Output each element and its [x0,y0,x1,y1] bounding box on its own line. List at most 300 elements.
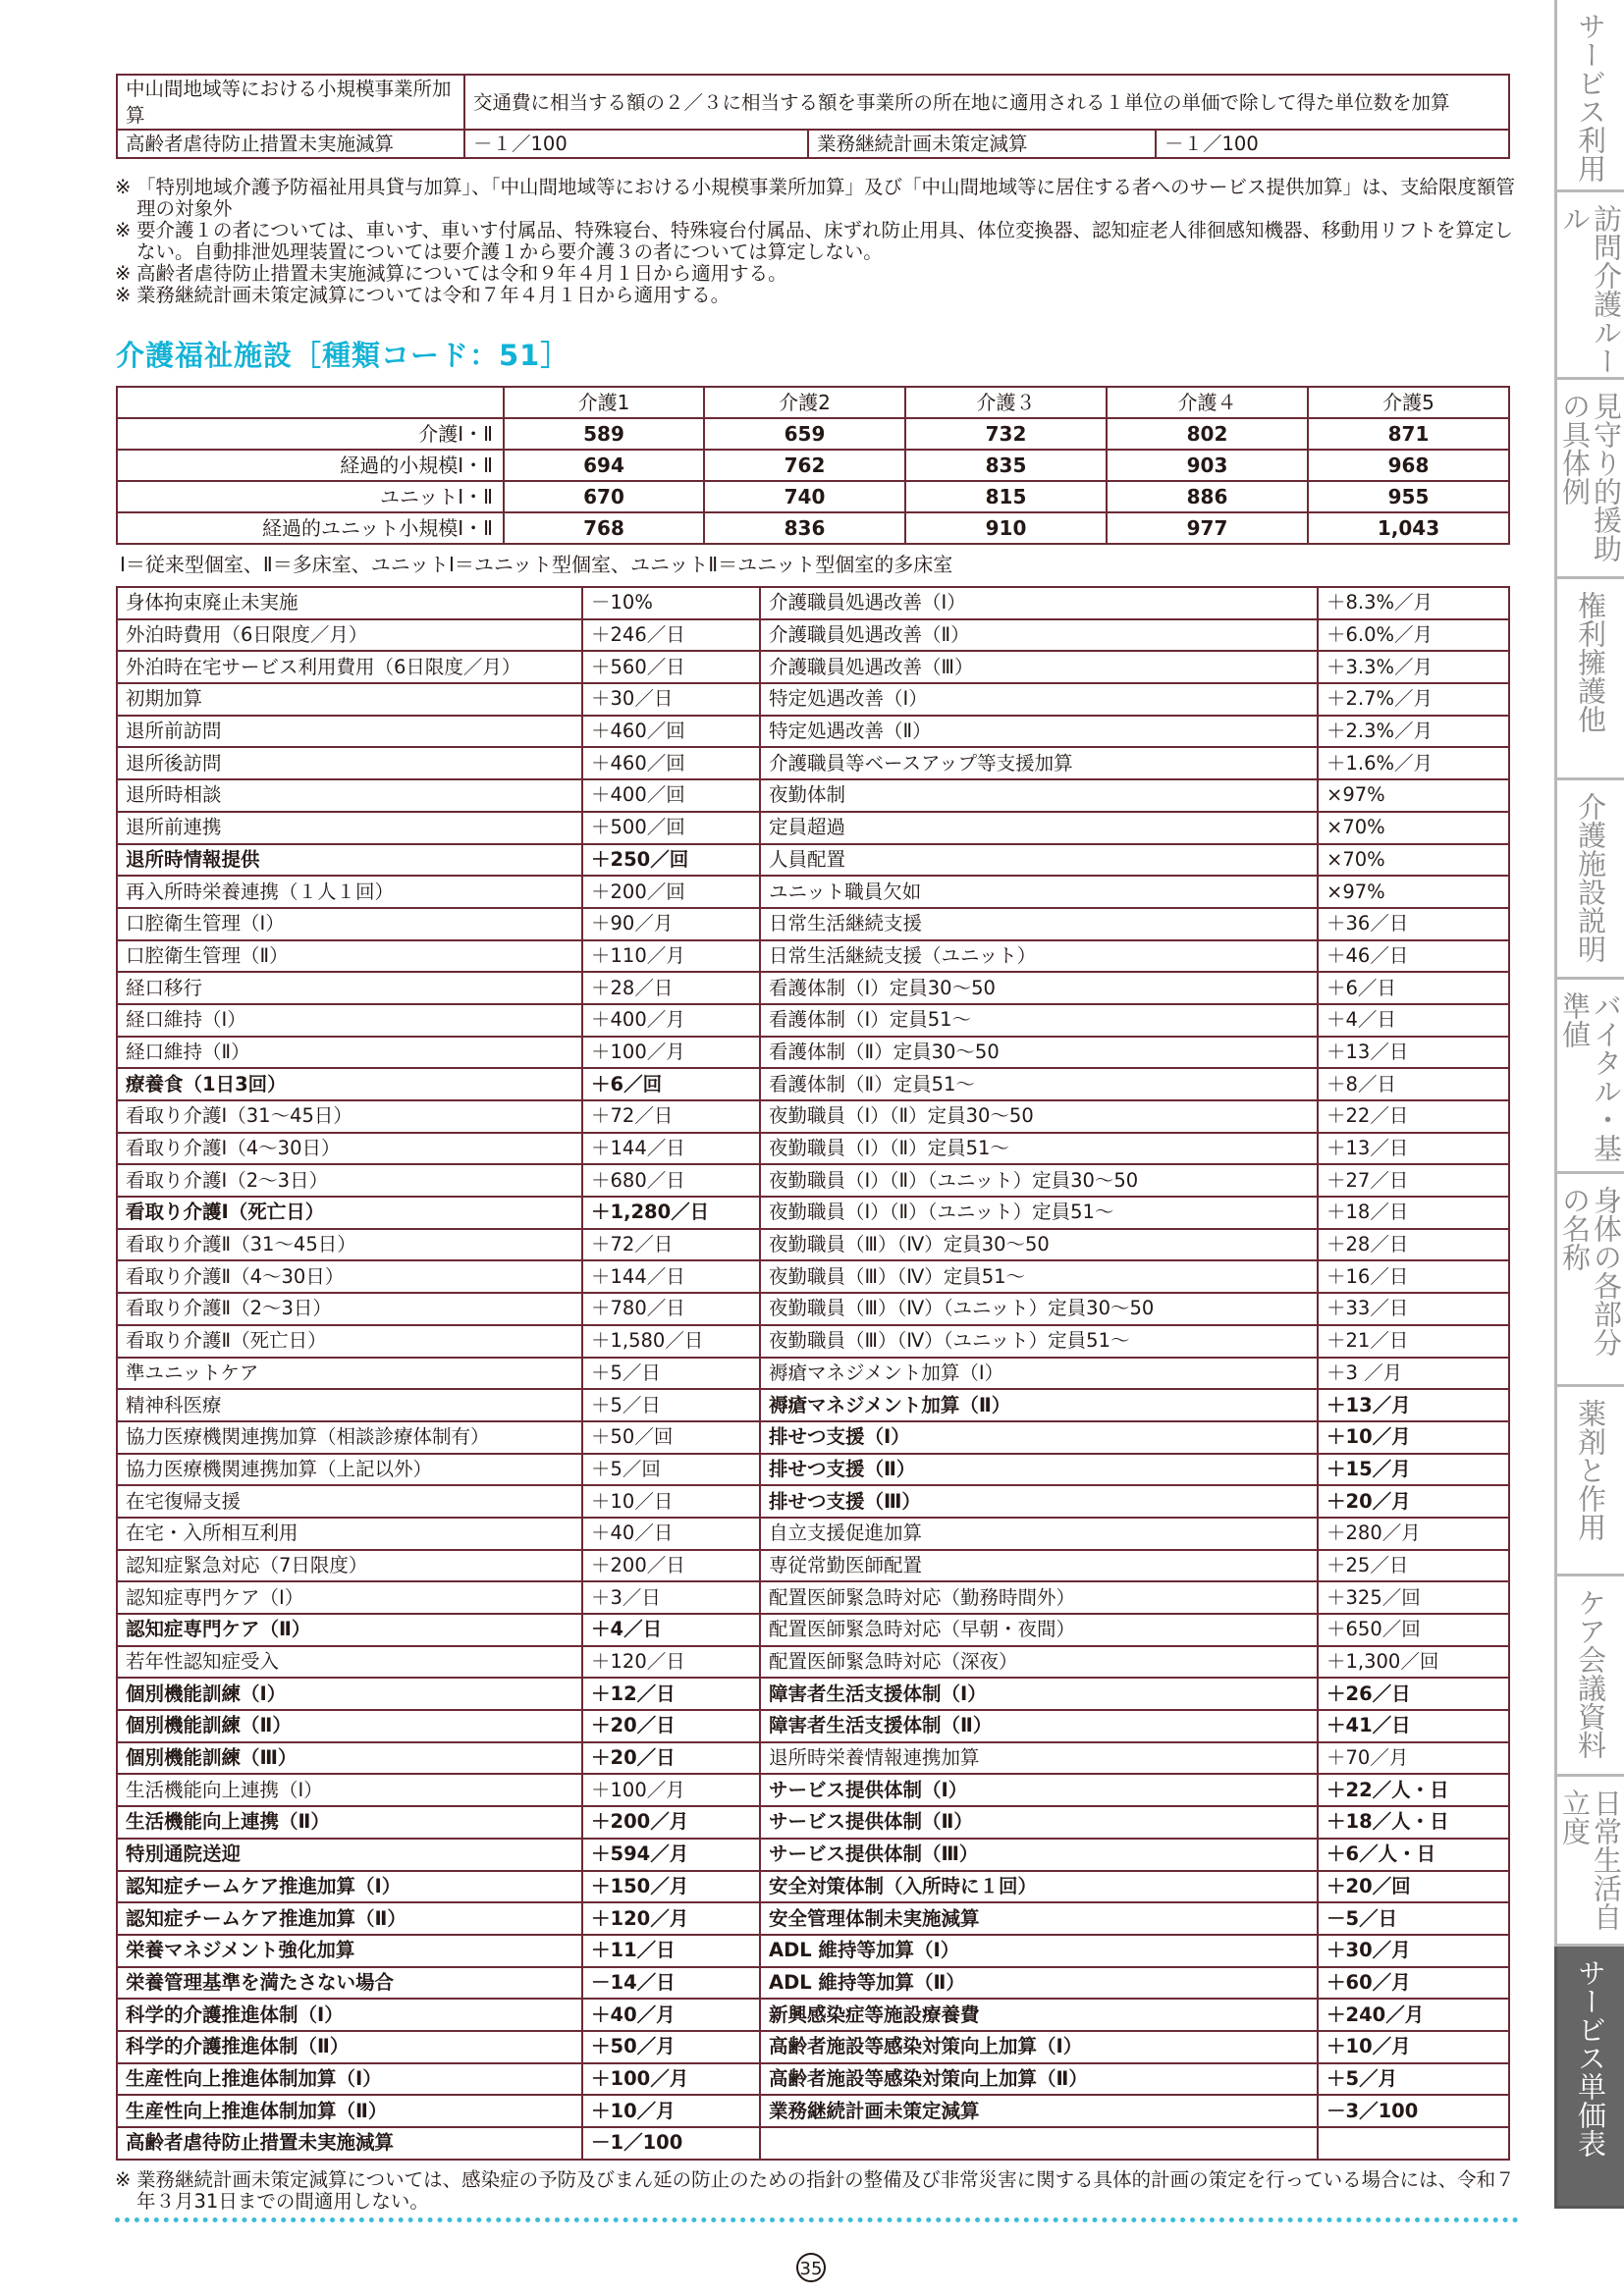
addon-value: ＋1,280／日 [582,1197,760,1229]
column-header [117,387,504,418]
dotted-divider [115,2217,1519,2222]
side-tab[interactable]: サービス利用 [1554,0,1624,192]
addon-name: 看取り介護Ⅰ（31～45日） [117,1100,582,1133]
addon-value: ＋21／日 [1318,1325,1509,1358]
addon-name: 栄養マネジメント強化加算 [117,1935,582,1967]
table-row [117,1100,1509,1133]
table-row [117,972,1509,1004]
addon-value: ＋25／日 [1318,1550,1509,1582]
addon-value: ＋90／月 [582,908,760,940]
addon-value: ＋400／月 [582,1004,760,1037]
addon-name: 夜勤職員（Ⅲ）（Ⅳ）（ユニット）定員51～ [760,1325,1318,1358]
note-text: 要介護１の者については、車いす、車いす付属品、特殊寝台、特殊寝台付属品、床ずれ防止用具、体位変換器、認知症老人徘徊感知機器、移動用リフトを算定しない。自動排泄処理装置については要介護１から要介護３の者については算定しない。 [136,219,1514,263]
addon-name: 高齢者虐待防止措置未実施減算 [117,130,464,158]
addon-value: －14／日 [582,1967,760,2000]
addon-value: ×97% [1318,779,1509,812]
addon-name: 退所時情報提供 [117,844,582,877]
addon-name: 外泊時費用（6日限度／月） [117,619,582,652]
addon-value: ＋144／日 [582,1133,760,1165]
addon-value: ＋2.7%／月 [1318,683,1509,716]
regional-addons-table [116,74,1510,159]
table-row [117,1260,1509,1293]
addon-value: ＋10／日 [582,1485,760,1518]
addon-name: 高齢者虐待防止措置未実施減算 [117,2127,582,2160]
addon-value: ＋60／月 [1318,1967,1509,2000]
addon-value: ＋2.3%／月 [1318,716,1509,748]
addon-name: 生活機能向上連携（Ⅱ） [117,1806,582,1839]
addon-value: ＋8.3%／月 [1318,587,1509,619]
addon-value: ＋18／人・日 [1318,1806,1509,1839]
table-row [117,1581,1509,1614]
addon-name: 認知症専門ケア（Ⅱ） [117,1614,582,1646]
fee-cell: 815 [905,481,1107,512]
addon-value: ＋72／日 [582,1229,760,1261]
fee-cell: 871 [1308,418,1509,450]
table-row [117,908,1509,940]
addon-value: ＋72／日 [582,1100,760,1133]
addon-value: ＋144／日 [582,1260,760,1293]
addon-name: 定員超過 [760,812,1318,844]
side-tab[interactable]: 薬剤と作用 [1554,1387,1624,1576]
table-row [117,1678,1509,1710]
addon-value: －3／100 [1318,2095,1509,2127]
fee-cell: 968 [1308,450,1509,481]
fee-cell: 694 [504,450,704,481]
addon-name: 褥瘡マネジメント加算（Ⅱ） [760,1389,1318,1421]
addon-name: 看護体制（Ⅱ）定員51～ [760,1068,1318,1100]
addon-name: 看取り介護Ⅰ（死亡日） [117,1197,582,1229]
note-text: 業務継続計画未策定減算については、感染症の予防及びまん延の防止のための指針の整備及び非常災害に関する具体的計画の策定を行っている場合には、令和７年３月31日までの間適用しない。 [136,2168,1515,2213]
fee-cell: 732 [905,418,1107,450]
addon-value: ＋100／月 [582,2063,760,2096]
addon-value: ＋780／日 [582,1293,760,1325]
addon-value: ＋20／月 [1318,1485,1509,1518]
addon-value: ＋1.6%／月 [1318,747,1509,779]
addon-name: 若年性認知症受入 [117,1646,582,1679]
addon-name: 業務継続計画未策定減算 [760,2095,1318,2127]
note-mark: ※ [115,284,132,306]
addon-name: 介護職員処遇改善（Ⅱ） [760,619,1318,652]
fee-cell: 886 [1107,481,1308,512]
fee-cell: 835 [905,450,1107,481]
note-text: 業務継続計画未策定減算については令和７年４月１日から適用する。 [136,284,731,306]
note-text: 高齢者虐待防止措置未実施減算については令和９年４月１日から適用する。 [136,262,787,285]
addon-name: 介護職員等ベースアップ等支援加算 [760,747,1318,779]
addon-name: 精神科医療 [117,1389,582,1421]
column-header: 介護5 [1308,387,1509,418]
addon-value: ＋110／月 [582,940,760,973]
table-row [117,1454,1509,1486]
addon-name: 認知症緊急対応（7日限度） [117,1550,582,1582]
addon-name: 退所時栄養情報連携加算 [760,1742,1318,1775]
fee-cell: 910 [905,512,1107,544]
addon-table-body [117,587,1509,2160]
table-row [117,1133,1509,1165]
table-row [117,619,1509,652]
addon-value: ×97% [1318,876,1509,908]
addon-name: 協力医療機関連携加算（相談診療体制有） [117,1421,582,1454]
addon-value: ＋15／月 [1318,1454,1509,1486]
addon-value: ＋50／回 [582,1421,760,1454]
addon-value: ＋5／回 [582,1454,760,1486]
addon-value: ＋650／回 [1318,1614,1509,1646]
addon-name: 配置医師緊急時対応（勤務時間外） [760,1581,1318,1614]
addon-name: 認知症チームケア推進加算（Ⅰ） [117,1871,582,1903]
addon-name: 障害者生活支援体制（Ⅱ） [760,1710,1318,1742]
addon-name: 個別機能訓練（Ⅱ） [117,1710,582,1742]
table-row [117,651,1509,683]
addon-value: ＋6／人・日 [1318,1839,1509,1871]
addon-value [1318,2127,1509,2160]
addon-value: ＋20／日 [582,1710,760,1742]
page-number: 35 [796,2253,826,2282]
table-row [117,1004,1509,1037]
addon-name: 看護体制（Ⅰ）定員51～ [760,1004,1318,1037]
fee-cell: 762 [704,450,905,481]
addon-value: ＋13／日 [1318,1133,1509,1165]
side-tab[interactable]: サービス単価表 [1554,1947,1624,2209]
addon-value: ×70% [1318,812,1509,844]
addon-name: 褥瘡マネジメント加算（Ⅰ） [760,1358,1318,1390]
addon-value: ＋680／日 [582,1164,760,1197]
note [115,2169,1519,2213]
addon-name: 退所時相談 [117,779,582,812]
addon-value: ＋16／日 [1318,1260,1509,1293]
addon-value: ＋1,580／日 [582,1325,760,1358]
addon-name: 日常生活継続支援（ユニット） [760,940,1318,973]
table-header-row [117,387,1509,418]
addon-value: ＋33／日 [1318,1293,1509,1325]
addon-value: ＋18／日 [1318,1197,1509,1229]
addon-name: 生産性向上推進体制加算（Ⅱ） [117,2095,582,2127]
addon-value: ＋246／日 [582,619,760,652]
table-row [117,1999,1509,2031]
side-tab[interactable]: 介護施設説明 [1554,780,1624,980]
addon-name: 在宅復帰支援 [117,1485,582,1518]
addon-name: 退所前連携 [117,812,582,844]
addon-value: ＋100／月 [582,1774,760,1806]
addon-name: 退所前訪問 [117,716,582,748]
addon-name: 自立支援促進加算 [760,1518,1318,1550]
table-row [117,1037,1509,1069]
addon-value: ＋13／月 [1318,1389,1509,1421]
addon-value: ＋200／月 [582,1806,760,1839]
addon-name: 特別通院送迎 [117,1839,582,1871]
addon-name: 在宅・入所相互利用 [117,1518,582,1550]
addon-value: ＋240／月 [1318,1999,1509,2031]
table-row [117,1871,1509,1903]
addon-value: ＋560／日 [582,651,760,683]
addon-name: 初期加算 [117,683,582,716]
table-row [117,1358,1509,1390]
addon-name: 介護職員処遇改善（Ⅰ） [760,587,1318,619]
addon-name: 排せつ支援（Ⅰ） [760,1421,1318,1454]
addon-value: ＋1,300／回 [1318,1646,1509,1679]
addon-value: ＋22／人・日 [1318,1774,1509,1806]
table-row [117,1068,1509,1100]
addon-value: ＋3.3%／月 [1318,651,1509,683]
addon-value: ＋4／日 [1318,1004,1509,1037]
addon-value: ＋460／回 [582,716,760,748]
addon-value: ＋500／回 [582,812,760,844]
fee-cell: 955 [1308,481,1509,512]
table-row [117,418,1509,450]
table-row [117,1839,1509,1871]
table-row [117,844,1509,877]
note-text: 「特別地域介護予防福祉用具貸与加算」、「中山間地域等における小規模事業所加算」及び「中山間地域等に居住する者へのサービス提供加算」は、支給限度額管理の対象外 [136,176,1516,220]
addon-value: ＋5／日 [582,1389,760,1421]
table-row [117,1293,1509,1325]
addon-value: ＋280／月 [1318,1518,1509,1550]
fee-cell: 903 [1107,450,1308,481]
addon-value: ＋11／日 [582,1935,760,1967]
fee-cell: 659 [704,418,905,450]
addon-value: －5／日 [1318,1902,1509,1935]
addon-value: ＋41／日 [1318,1710,1509,1742]
addon-name: 排せつ支援（Ⅲ） [760,1485,1318,1518]
addon-name: 夜勤体制 [760,779,1318,812]
table-row [117,716,1509,748]
row-label: 経過的小規模Ⅰ・Ⅱ [117,450,504,481]
table-row [117,1389,1509,1421]
addon-value: ＋50／月 [582,2031,760,2063]
addon-name: 身体拘束廃止未実施 [117,587,582,619]
addon-value: ＋250／回 [582,844,760,877]
addon-value: ＋100／月 [582,1037,760,1069]
addon-name: 生活機能向上連携（Ⅰ） [117,1774,582,1806]
addon-name: 認知症チームケア推進加算（Ⅱ） [117,1902,582,1935]
table-row [117,1902,1509,1935]
addon-value: ＋30／月 [1318,1935,1509,1967]
table-row [117,812,1509,844]
addon-name: 夜勤職員（Ⅰ）（Ⅱ）定員30～50 [760,1100,1318,1133]
table-row [117,1646,1509,1679]
addon-value: ＋36／日 [1318,908,1509,940]
addon-value: ＋325／回 [1318,1581,1509,1614]
addon-fee-table [116,586,1510,2161]
addon-value: ＋6.0%／月 [1318,619,1509,652]
addon-name: 経口維持（Ⅰ） [117,1004,582,1037]
table-row [117,75,1509,130]
addon-name: 夜勤職員（Ⅰ）（Ⅱ）（ユニット）定員30～50 [760,1164,1318,1197]
addon-name: 外泊時在宅サービス利用費用（6日限度／月） [117,651,582,683]
notes-bottom [115,2169,1519,2213]
addon-name: サービス提供体制（Ⅲ） [760,1839,1318,1871]
addon-value: ＋200／回 [582,876,760,908]
note-mark: ※ [115,176,132,198]
addon-name: サービス提供体制（Ⅰ） [760,1774,1318,1806]
column-header: 介護４ [1107,387,1308,418]
note [115,285,1519,306]
table-row [117,481,1509,512]
table-row [117,940,1509,973]
addon-value: ＋12／日 [582,1678,760,1710]
addon-value: 交通費に相当する額の２／３に相当する額を事業所の所在地に適用される１単位の単価で除して得た単位数を加算 [464,75,1509,130]
addon-name: 配置医師緊急時対応（深夜） [760,1646,1318,1679]
table-row [117,1614,1509,1646]
side-tab[interactable]: 日常生活自立度 [1554,1777,1624,1947]
addon-name: 個別機能訓練（Ⅲ） [117,1742,582,1775]
addon-name: 看取り介護Ⅱ（31～45日） [117,1229,582,1261]
addon-value: ＋6／回 [582,1068,760,1100]
table-row [117,512,1509,544]
addon-name: 口腔衛生管理（Ⅰ） [117,908,582,940]
addon-name: 安全管理体制未実施減算 [760,1902,1318,1935]
side-tab[interactable]: 権利擁護他 [1554,579,1624,780]
addon-value: ＋6／日 [1318,972,1509,1004]
addon-name: 夜勤職員（Ⅲ）（Ⅳ）定員30～50 [760,1229,1318,1261]
addon-value: ＋40／月 [582,1999,760,2031]
fee-cell: 768 [504,512,704,544]
table-row [117,876,1509,908]
addon-name: 看取り介護Ⅰ（2～3日） [117,1164,582,1197]
fee-cell: 589 [504,418,704,450]
side-tab[interactable]: ケア会議資料 [1554,1576,1624,1777]
addon-value: －10% [582,587,760,619]
addon-value: ＋4／日 [582,1614,760,1646]
addon-value: ＋20／日 [582,1742,760,1775]
addon-value: ＋5／日 [582,1358,760,1390]
addon-name: 介護職員処遇改善（Ⅲ） [760,651,1318,683]
addon-name: 配置医師緊急時対応（早朝・夜間） [760,1614,1318,1646]
base-fee-table [116,386,1510,545]
addon-name: 専従常勤医師配置 [760,1550,1318,1582]
table-row [117,1774,1509,1806]
table-row [117,1967,1509,2000]
note-mark: ※ [115,2168,132,2191]
note [115,263,1519,285]
column-header: 介護2 [704,387,905,418]
fee-cell: 670 [504,481,704,512]
addon-value: ＋10／月 [582,2095,760,2127]
addon-name: 看護体制（Ⅱ）定員30～50 [760,1037,1318,1069]
note-mark: ※ [115,219,132,241]
notes-top [115,177,1519,306]
addon-value: ＋26／日 [1318,1678,1509,1710]
addon-name: ADL 維持等加算（Ⅰ） [760,1935,1318,1967]
addon-name: 協力医療機関連携加算（上記以外） [117,1454,582,1486]
table-row [117,450,1509,481]
addon-value: ＋30／日 [582,683,760,716]
addon-name: 人員配置 [760,844,1318,877]
addon-value: ＋594／月 [582,1839,760,1871]
addon-name: ユニット職員欠如 [760,876,1318,908]
addon-name: 中山間地域等における小規模事業所加算 [117,75,464,130]
addon-name: 日常生活継続支援 [760,908,1318,940]
addon-value: ＋200／日 [582,1550,760,1582]
addon-name: 退所後訪問 [117,747,582,779]
addon-name: 科学的介護推進体制（Ⅱ） [117,2031,582,2063]
addon-value: ＋10／月 [1318,1421,1509,1454]
note [115,220,1519,263]
addon-name: 科学的介護推進体制（Ⅰ） [117,1999,582,2031]
addon-value: －1／100 [582,2127,760,2160]
addon-name: 特定処遇改善（Ⅰ） [760,683,1318,716]
column-header: 介護３ [905,387,1107,418]
addon-value: ＋20／回 [1318,1871,1509,1903]
addon-name: 新興感染症等施設療養費 [760,1999,1318,2031]
note-mark: ※ [115,262,132,285]
addon-value: ＋70／月 [1318,1742,1509,1775]
addon-name: 再入所時栄養連携（１人１回） [117,876,582,908]
addon-value: ＋3／日 [582,1581,760,1614]
fee-cell: 1,043 [1308,512,1509,544]
side-tab[interactable]: 身体の各部分の名称 [1554,1174,1624,1387]
side-tab[interactable]: バイタル・基準値 [1554,980,1624,1174]
addon-name: 経口移行 [117,972,582,1004]
addon-value: ＋120／日 [582,1646,760,1679]
table-row [117,1485,1509,1518]
table-row [117,1935,1509,1967]
table-row [117,587,1509,619]
table-row [117,1421,1509,1454]
addon-name: 夜勤職員（Ⅲ）（Ⅳ）（ユニット）定員30～50 [760,1293,1318,1325]
addon-value: ＋460／回 [582,747,760,779]
side-tab[interactable]: 訪問介護ルール [1554,192,1624,380]
row-label: ユニットⅠ・Ⅱ [117,481,504,512]
addon-value: ＋28／日 [1318,1229,1509,1261]
table-row [117,1710,1509,1742]
addon-name: 療養食（1日3回） [117,1068,582,1100]
addon-name: 生産性向上推進体制加算（Ⅰ） [117,2063,582,2096]
addon-value: －１／100 [464,130,808,158]
row-label: 経過的ユニット小規模Ⅰ・Ⅱ [117,512,504,544]
table-row [117,1742,1509,1775]
addon-name: 高齢者施設等感染対策向上加算（Ⅱ） [760,2063,1318,2096]
addon-value: ×70% [1318,844,1509,877]
addon-name: 看取り介護Ⅱ（2～3日） [117,1293,582,1325]
side-tab-index [1554,0,1624,2209]
room-type-legend: Ⅰ＝従来型個室、Ⅱ＝多床室、ユニットⅠ＝ユニット型個室、ユニットⅡ＝ユニット型個室的多床室 [120,553,953,576]
table-row [117,2031,1509,2063]
addon-name: 夜勤職員（Ⅰ）（Ⅱ）定員51～ [760,1133,1318,1165]
section-title: 介護福祉施設［種類コード：51］ [116,339,570,372]
addon-value: ＋5／月 [1318,2063,1509,2096]
table-row [117,2063,1509,2096]
addon-value: ＋8／日 [1318,1068,1509,1100]
addon-name: 障害者生活支援体制（Ⅰ） [760,1678,1318,1710]
side-tab[interactable]: 見守り的援助の具体例 [1554,380,1624,579]
addon-name: サービス提供体制（Ⅱ） [760,1806,1318,1839]
fee-cell: 836 [704,512,905,544]
table-row [117,1164,1509,1197]
table-row [117,2095,1509,2127]
addon-name: ADL 維持等加算（Ⅱ） [760,1967,1318,2000]
table-row [117,2127,1509,2160]
addon-name: 看取り介護Ⅱ（死亡日） [117,1325,582,1358]
addon-value: ＋400／回 [582,779,760,812]
table-row [117,1197,1509,1229]
addon-value: ＋13／日 [1318,1037,1509,1069]
addon-name: 業務継続計画未策定減算 [808,130,1156,158]
addon-name: 看護体制（Ⅰ）定員30～50 [760,972,1318,1004]
addon-value: ＋10／月 [1318,2031,1509,2063]
row-label: 介護Ⅰ・Ⅱ [117,418,504,450]
addon-name: 安全対策体制（入所時に１回） [760,1871,1318,1903]
fee-cell: 802 [1107,418,1308,450]
table-row [117,779,1509,812]
addon-name: 口腔衛生管理（Ⅱ） [117,940,582,973]
table-row [117,1550,1509,1582]
addon-name: 準ユニットケア [117,1358,582,1390]
table-row [117,747,1509,779]
addon-value: ＋22／日 [1318,1100,1509,1133]
note [115,177,1519,220]
addon-name: 個別機能訓練（Ⅰ） [117,1678,582,1710]
addon-value: ＋150／月 [582,1871,760,1903]
addon-name [760,2127,1318,2160]
addon-name: 看取り介護Ⅱ（4～30日） [117,1260,582,1293]
